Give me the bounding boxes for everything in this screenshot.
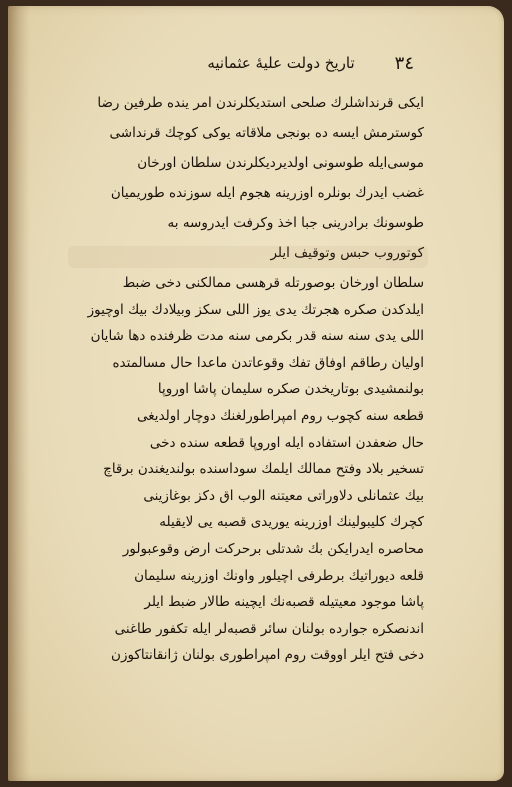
- text-line: پاشا موجود معیتیله قصبه‌نك ایچینه طالار ضبط ایلر: [144, 594, 424, 611]
- paragraph-2: [68, 270, 424, 669]
- manuscript-page: [8, 6, 504, 781]
- page-gutter-shadow: [8, 6, 30, 781]
- paper-stain: [68, 246, 428, 268]
- text-line: اللی یدی سنه سنه قدر بکرمی سنه مدت ظرفنده دها شایان: [90, 328, 424, 345]
- text-line: دخی فتح ایلر اووقت روم امپراطوری بولنان ژانقانتاکوزن: [111, 647, 424, 664]
- text-line: کچرك کلیبولینك اوزرینه یوریدی قصبه یی لایقیله: [159, 514, 424, 531]
- text-line: تسخیر بلاد وفتح ممالك ایلمك سوداسنده بولندیغندن برقاچ: [103, 461, 424, 478]
- text-line: کوسترمش ایسه ده بونجی ملاقاته یوکی کوچك قرنداشی: [109, 125, 424, 141]
- text-line: بولنمشیدی بوتاریخدن صکره سلیمان پاشا اوروپا: [157, 381, 424, 398]
- text-line: اندنصکره جوارده بولنان سائر قصبه‌لر ایله تکفور طاغنی: [114, 620, 424, 637]
- text-line: طوسونك برادرینی جبا اخذ وکرفت ایدروسه به: [167, 215, 424, 231]
- text-line: سلطان اورخان بوصورتله قرهسی ممالکنی دخی ضبط: [122, 275, 424, 291]
- text-line: ایکی قرنداشلرك صلحی استدیکلرندن امر ینده طرفین رضا: [97, 95, 424, 111]
- text-line: موسی‌ایله طوسونی اولدیردیکلرندن سلطان اورخان: [137, 155, 424, 171]
- running-title: تاریخ دولت علیهٔ عثمانیه: [207, 54, 355, 72]
- text-line: کوتوروب حبس وتوقیف ایلر: [270, 245, 424, 261]
- text-line: بیك عثمانلی دلاوراتی معیتنه الوب اق دکز بوغازینی: [143, 487, 424, 504]
- text-line: حال ضعفدن استفاده ایله اوروپا قطعه سنده دخی: [149, 434, 424, 451]
- paragraph-1: [68, 88, 424, 268]
- page-number: ٣٤: [394, 52, 414, 74]
- text-line: قطعه سنه کچوب روم امپراطورلغنك دوچار اولدیغی: [137, 407, 424, 424]
- text-line: غضب ایدرك بونلره اوزرینه هجوم ایله سوزنده طوریمیان: [110, 185, 424, 201]
- text-line: قلعه دیوراتیك برطرفی اچیلور واونك اوزرینه سلیمان: [134, 567, 424, 584]
- text-line: اولیان رطاقم اوفاق تفك وقوعاتدن ماعدا حال مسالمتده: [112, 354, 424, 371]
- text-line: ایلدکدن صکره هجرتك یدی یوز اللی سکز وبیلادك بیك اوچیوز: [87, 301, 424, 318]
- page-header: [68, 46, 414, 80]
- text-line: محاصره ایدرایکن بك شدتلی برحرکت ارض وقوعبولور: [122, 540, 424, 557]
